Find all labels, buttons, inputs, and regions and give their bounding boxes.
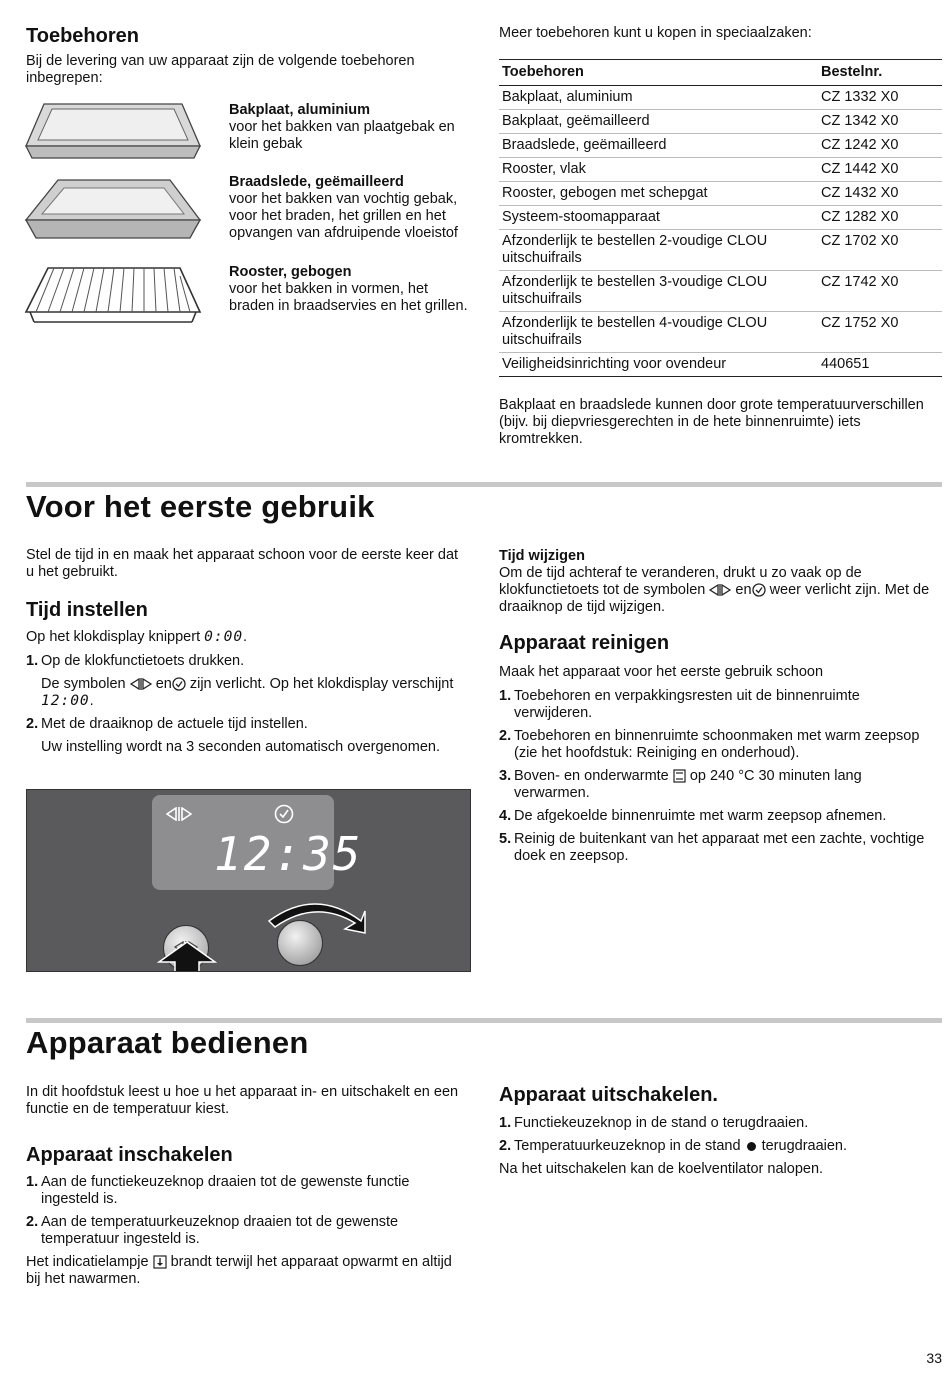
table-cell: 440651 <box>818 353 942 377</box>
table-cell: Braadslede, geëmailleerd <box>499 134 818 158</box>
first-use-intro: Stel de tijd in en maak het apparaat schoon voor de eerste keer dat u het gebruikt. <box>26 547 459 580</box>
table-row <box>499 110 942 134</box>
clock-icon <box>274 804 294 824</box>
table-cell: CZ 1752 X0 <box>818 312 942 353</box>
step-text: De afgekoelde binnenruimte met warm zeepsop afnemen. <box>514 808 887 824</box>
list-item: 1. Aan de functiekeuzeknop draaien tot de gewenste functie ingesteld is. <box>26 1174 410 1207</box>
accessory-name: Bakplaat, aluminium <box>229 102 371 118</box>
table-cell: CZ 1282 X0 <box>818 206 942 230</box>
list-item: 1. Toebehoren en verpakkingsresten uit de binnenruimte verwijderen. <box>499 688 860 721</box>
table-row <box>499 353 942 377</box>
accessory-name: Rooster, gebogen <box>229 264 352 280</box>
fan-note: Na het uitschakelen kan de koelventilator nalopen. <box>499 1161 824 1177</box>
filled-dot-icon <box>747 1142 756 1151</box>
switch-on-title: Apparaat inschakelen <box>26 1144 233 1166</box>
table-row <box>499 271 942 312</box>
table-cell: Afzonderlijk te bestellen 3-voudige CLOU uitschuifrails <box>499 271 818 312</box>
note-text: zijn verlicht. Op het klokdisplay verschijnt <box>189 676 454 692</box>
table-cell: Rooster, gebogen met schepgat <box>499 182 818 206</box>
table-cell: CZ 1342 X0 <box>818 110 942 134</box>
top-bottom-heat-icon <box>673 769 686 783</box>
wire-rack-image <box>24 262 202 328</box>
roasting-pan-image <box>24 176 202 244</box>
table-cell: CZ 1332 X0 <box>818 86 942 110</box>
accessory-item-wire-rack <box>229 264 469 315</box>
display-value: 12:00 <box>41 693 90 709</box>
indicator-note <box>26 1254 468 1288</box>
heating-indicator-icon <box>153 1255 167 1269</box>
table-cell: Veiligheidsinrichting voor ovendeur <box>499 353 818 377</box>
list-item: 3. Boven- en onderwarmte op 240 °C 30 minuten lang verwarmen. <box>499 768 862 801</box>
list-item: 5. Reinig de buitenkant van het apparaat met een zachte, vochtige doek en zeepsop. <box>499 831 925 864</box>
note-text-b: brandt terwijl het apparaat opwarmt en altijd bij het nawarmen. <box>26 1254 452 1287</box>
step-text: Op de klokfunctietoets drukken. <box>41 653 245 669</box>
clean-intro: Maak het apparaat voor het eerste gebruik schoon <box>499 664 824 680</box>
blink-line: Op het klokdisplay knippert 0:00. <box>26 629 248 645</box>
control-panel-illustration <box>26 789 471 972</box>
display-digits: 12:35 <box>214 827 363 881</box>
set-time-title: Tijd instellen <box>26 599 148 621</box>
note-text: en <box>155 676 172 692</box>
accessory-name: Braadslede, geëmailleerd <box>229 174 404 190</box>
section-divider <box>26 1018 942 1023</box>
accessories-table <box>499 59 942 377</box>
page-number: 33 <box>926 1350 942 1366</box>
step-text-b: terugdraaien. <box>761 1138 848 1154</box>
table-cell: Afzonderlijk te bestellen 2-voudige CLOU uitschuifrails <box>499 230 818 271</box>
change-time-title: Tijd wijzigen <box>499 548 585 564</box>
warp-warning: Bakplaat en braadslede kunnen door grote temperatuurverschillen (bijv. bij diepvriesgerechten in de hete binnenruimte) iets kromtrekken. <box>499 397 924 447</box>
accessory-item-baking-tray <box>229 102 469 153</box>
list-item: 2. Toebehoren en binnenruimte schoonmaken met warm zeepsop (zie het hoofdstuk: Reiniging en onderhoud). <box>499 728 920 761</box>
step-text-a: Boven- en onderwarmte <box>514 768 669 784</box>
step-text: Functiekeuzeknop in de stand o terugdraaien. <box>514 1115 809 1131</box>
switch-on-body <box>26 1174 468 1288</box>
change-time-text-b: weer verlicht zijn. Met de draaiknop de tijd wijzigen. <box>499 582 930 615</box>
table-cell: CZ 1442 X0 <box>818 158 942 182</box>
table-cell: CZ 1242 X0 <box>818 134 942 158</box>
baking-tray-image <box>24 100 202 164</box>
set-time-body <box>26 629 466 762</box>
list-item: 4. De afgekoelde binnenruimte met warm zeepsop afnemen. <box>499 808 887 824</box>
accessory-desc: voor het bakken in vormen, het braden in braadservies en het grillen. <box>229 281 468 314</box>
arrows-lr-icon <box>130 678 152 690</box>
table-row <box>499 206 942 230</box>
table-row <box>499 182 942 206</box>
step-text: Aan de functiekeuzeknop draaien tot de gewenste functie ingesteld is. <box>41 1174 410 1207</box>
step-text-b: op 240 °C 30 minuten lang verwarmen. <box>514 768 862 801</box>
more-accessories-intro: Meer toebehoren kunt u kopen in speciaalzaken: <box>499 25 812 41</box>
accessory-item-roasting-pan <box>229 174 469 242</box>
table-cell: CZ 1742 X0 <box>818 271 942 312</box>
clean-body <box>499 664 939 871</box>
accessory-desc: voor het bakken van plaatgebak en klein gebak <box>229 119 455 152</box>
list-item: 1. Functiekeuzeknop in de stand o terugdraaien. <box>499 1115 809 1131</box>
accessories-title: Toebehoren <box>26 25 139 47</box>
step-text: Aan de temperatuurkeuzeknop draaien tot de gewenste temperatuur ingesteld is. <box>41 1214 399 1247</box>
table-cell: CZ 1702 X0 <box>818 230 942 271</box>
table-cell: Bakplaat, geëmailleerd <box>499 110 818 134</box>
table-cell: Afzonderlijk te bestellen 4-voudige CLOU uitschuifrails <box>499 312 818 353</box>
arrows-lr-icon <box>709 584 731 596</box>
table-header-row <box>499 60 942 86</box>
accessories-intro: Bij de levering van uw apparaat zijn de volgende toebehoren inbegrepen: <box>26 53 415 86</box>
blink-text: Op het klokdisplay knippert <box>26 629 201 645</box>
table-row <box>499 134 942 158</box>
press-arrow-icon <box>157 940 217 972</box>
clock-display <box>152 795 363 890</box>
step-text: Reinig de buitenkant van het apparaat met een zachte, vochtige doek en zeepsop. <box>514 831 925 864</box>
table-row <box>499 312 942 353</box>
table-cell: Bakplaat, aluminium <box>499 86 818 110</box>
step-text-a: Temperatuurkeuzeknop in de stand <box>514 1138 741 1154</box>
switch-off-body <box>499 1115 939 1178</box>
operate-intro: In dit hoofdstuk leest u hoe u het apparaat in- en uitschakelt en een functie en de temperatuur kiest. <box>26 1084 459 1117</box>
list-item: 1. Op de klokfunctietoets drukken. <box>26 653 245 669</box>
clean-title: Apparaat reinigen <box>499 632 670 654</box>
step2-note: Uw instelling wordt na 3 seconden automatisch overgenomen. <box>41 739 440 755</box>
accessory-desc: voor het bakken van vochtig gebak, voor het braden, het grillen en het opvangen van afdruipende vloeistof <box>229 191 458 241</box>
note-text: De symbolen <box>41 676 126 692</box>
table-row <box>499 230 942 271</box>
change-time-text <box>499 565 939 616</box>
table-header: Bestelnr. <box>818 60 942 86</box>
change-time-en: en <box>735 582 752 598</box>
change-time-block <box>499 548 939 616</box>
table-row <box>499 158 942 182</box>
step-text: Met de draaiknop de actuele tijd instellen. <box>41 716 308 732</box>
rotary-knob[interactable] <box>277 920 323 966</box>
list-item: 2. Met de draaiknop de actuele tijd instellen. <box>26 716 308 732</box>
blink-value: 0:00 <box>204 629 244 645</box>
switch-off-title: Apparaat uitschakelen. <box>499 1084 718 1106</box>
change-time-text-a: Om de tijd achteraf te veranderen, drukt u zo vaak op de klokfunctietoets tot de symbolen <box>499 565 862 598</box>
list-item: 2. Aan de temperatuurkeuzeknop draaien tot de gewenste temperatuur ingesteld is. <box>26 1214 399 1247</box>
arrows-lr-icon <box>166 807 192 821</box>
list-item: 2. Temperatuurkeuzeknop in de stand terugdraaien. <box>499 1138 848 1154</box>
clock-icon <box>752 583 766 597</box>
table-cell: Rooster, vlak <box>499 158 818 182</box>
note-text-a: Het indicatielampje <box>26 1254 149 1270</box>
clock-icon <box>172 677 186 691</box>
first-use-title: Voor het eerste gebruik <box>26 489 375 524</box>
step1-note: De symbolen en zijn verlicht. Op het klokdisplay verschijnt 12:00. <box>41 676 454 709</box>
section-divider <box>26 482 942 487</box>
table-cell: Systeem-stoomapparaat <box>499 206 818 230</box>
step-text: Toebehoren en binnenruimte schoonmaken met warm zeepsop (zie het hoofdstuk: Reiniging en onderhoud). <box>514 728 920 761</box>
table-row <box>499 86 942 110</box>
step-text: Toebehoren en verpakkingsresten uit de binnenruimte verwijderen. <box>514 688 860 721</box>
table-header: Toebehoren <box>499 60 818 86</box>
operate-title: Apparaat bedienen <box>26 1025 309 1060</box>
table-cell: CZ 1432 X0 <box>818 182 942 206</box>
